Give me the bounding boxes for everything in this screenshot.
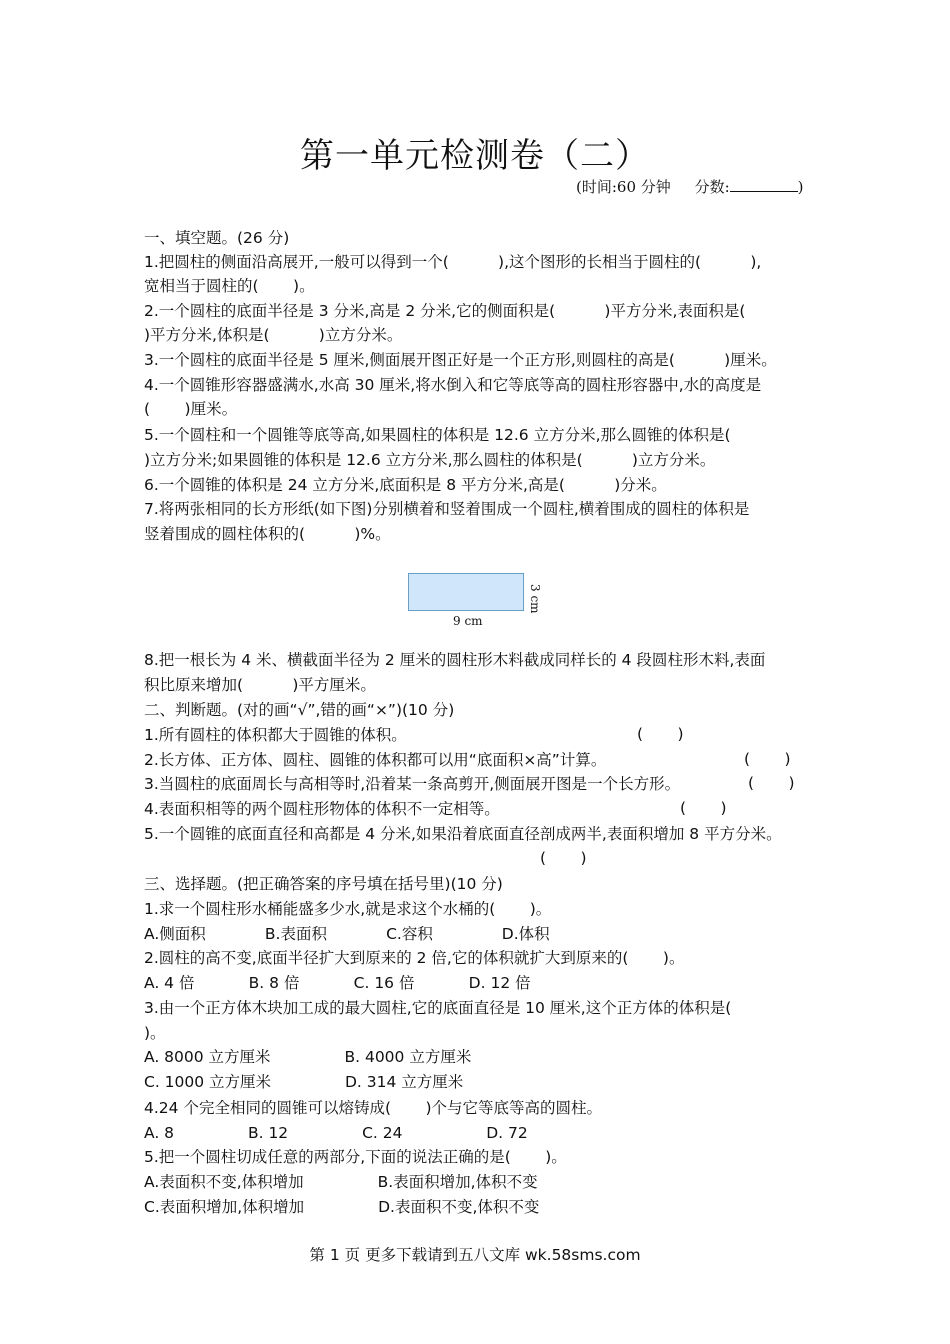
judge-item: 3.当圆柱的底面周长与高相等时,沿着某一条高剪开,侧面展开图是一个长方形。 bbox=[144, 775, 681, 793]
judge-item: 4.表面积相等的两个圆柱形物体的体积不一定相等。 bbox=[144, 800, 500, 818]
answer-paren: ( ) bbox=[744, 750, 791, 768]
choice-line: A.侧面积 B.表面积 C.容积 D.体积 bbox=[144, 925, 550, 943]
question-line: )平方分米,体积是( )立方分米。 bbox=[144, 326, 403, 344]
section-heading-choice: 三、选择题。(把正确答案的序号填在括号里)(10 分) bbox=[144, 875, 503, 893]
question-line: 7.将两张相同的长方形纸(如下图)分别横着和竖着围成一个圆柱,横着围成的圆柱的体积是 bbox=[144, 500, 750, 518]
question-line: 2.一个圆柱的底面半径是 3 分米,高是 2 分米,它的侧面积是( )平方分米,表面积是( bbox=[144, 302, 746, 320]
question-line: 6.一个圆锥的体积是 24 立方分米,底面积是 8 平方分米,高是( )分米。 bbox=[144, 476, 667, 494]
choice-line: A.表面积不变,体积增加 B.表面积增加,体积不变 bbox=[144, 1173, 538, 1191]
choice-line: C. 1000 立方厘米 D. 314 立方厘米 bbox=[144, 1073, 464, 1091]
judge-item: 5.一个圆锥的底面直径和高都是 4 分米,如果沿着底面直径剖成两半,表面积增加 8 平方分米。 bbox=[144, 825, 782, 843]
question-line: 5.一个圆柱和一个圆锥等底等高,如果圆柱的体积是 12.6 立方分米,那么圆锥的体积是( bbox=[144, 426, 731, 444]
choice-line: 5.把一个圆柱切成任意的两部分,下面的说法正确的是( )。 bbox=[144, 1148, 567, 1166]
choice-line: )。 bbox=[144, 1024, 166, 1042]
page-footer: 第 1 页 更多下载请到五八文库 wk.58sms.com bbox=[309, 1246, 641, 1264]
question-line: 宽相当于圆柱的( )。 bbox=[144, 277, 315, 295]
figure-height-label: 3 cm bbox=[528, 584, 542, 614]
question-line: 竖着围成的圆柱体积的( )%。 bbox=[144, 525, 391, 543]
question-line: 4.一个圆锥形容器盛满水,水高 30 厘米,将水倒入和它等底等高的圆柱形容器中,水的高度是 bbox=[144, 376, 762, 394]
exam-meta bbox=[576, 176, 804, 197]
choice-line: C.表面积增加,体积增加 D.表面积不变,体积不变 bbox=[144, 1198, 540, 1216]
choice-line: 3.由一个正方体木块加工成的最大圆柱,它的底面直径是 10 厘米,这个正方体的体积是( bbox=[144, 999, 732, 1017]
question-line: 3.一个圆柱的底面半径是 5 厘米,侧面展开图正好是一个正方形,则圆柱的高是( )厘米。 bbox=[144, 351, 777, 369]
choice-line: A. 8000 立方厘米 B. 4000 立方厘米 bbox=[144, 1048, 472, 1066]
section-heading-fill: 一、填空题。(26 分) bbox=[144, 229, 290, 247]
page-title: 第一单元检测卷（二） bbox=[300, 136, 650, 176]
choice-line: 2.圆柱的高不变,底面半径扩大到原来的 2 倍,它的体积就扩大到原来的( )。 bbox=[144, 949, 685, 967]
time-label: (时间:60 分钟 bbox=[576, 178, 671, 196]
choice-line: A. 4 倍 B. 8 倍 C. 16 倍 D. 12 倍 bbox=[144, 974, 531, 992]
choice-line: A. 8 B. 12 C. 24 D. 72 bbox=[144, 1124, 528, 1142]
figure-width-label: 9 cm bbox=[453, 614, 483, 628]
question-line: ( )厘米。 bbox=[144, 400, 238, 418]
choice-line: 1.求一个圆柱形水桶能盛多少水,就是求这个水桶的( )。 bbox=[144, 900, 552, 918]
answer-paren: ( ) bbox=[748, 774, 795, 792]
question-line: 1.把圆柱的侧面沿高展开,一般可以得到一个( ),这个图形的长相当于圆柱的( ), bbox=[144, 253, 762, 271]
judge-item: 2.长方体、正方体、圆柱、圆锥的体积都可以用“底面积×高”计算。 bbox=[144, 751, 607, 769]
answer-paren: ( ) bbox=[540, 849, 587, 867]
rectangle-figure bbox=[408, 573, 524, 611]
score-close: ) bbox=[797, 178, 804, 196]
question-line: 8.把一根长为 4 米、横截面半径为 2 厘米的圆柱形木料截成同样长的 4 段圆柱形木料,表面 bbox=[144, 651, 766, 669]
question-line: )立方分米;如果圆锥的体积是 12.6 立方分米,那么圆柱的体积是( )立方分米。 bbox=[144, 451, 716, 469]
choice-line: 4.24 个完全相同的圆锥可以熔铸成( )个与它等底等高的圆柱。 bbox=[144, 1099, 603, 1117]
section-heading-judge: 二、判断题。(对的画“√”,错的画“×”)(10 分) bbox=[144, 701, 455, 719]
answer-paren: ( ) bbox=[680, 799, 727, 817]
answer-paren: ( ) bbox=[637, 725, 684, 743]
score-label: 分数: bbox=[694, 178, 730, 196]
question-line: 积比原来增加( )平方厘米。 bbox=[144, 676, 376, 694]
judge-item: 1.所有圆柱的体积都大于圆锥的体积。 bbox=[144, 726, 407, 744]
score-blank bbox=[730, 177, 798, 192]
